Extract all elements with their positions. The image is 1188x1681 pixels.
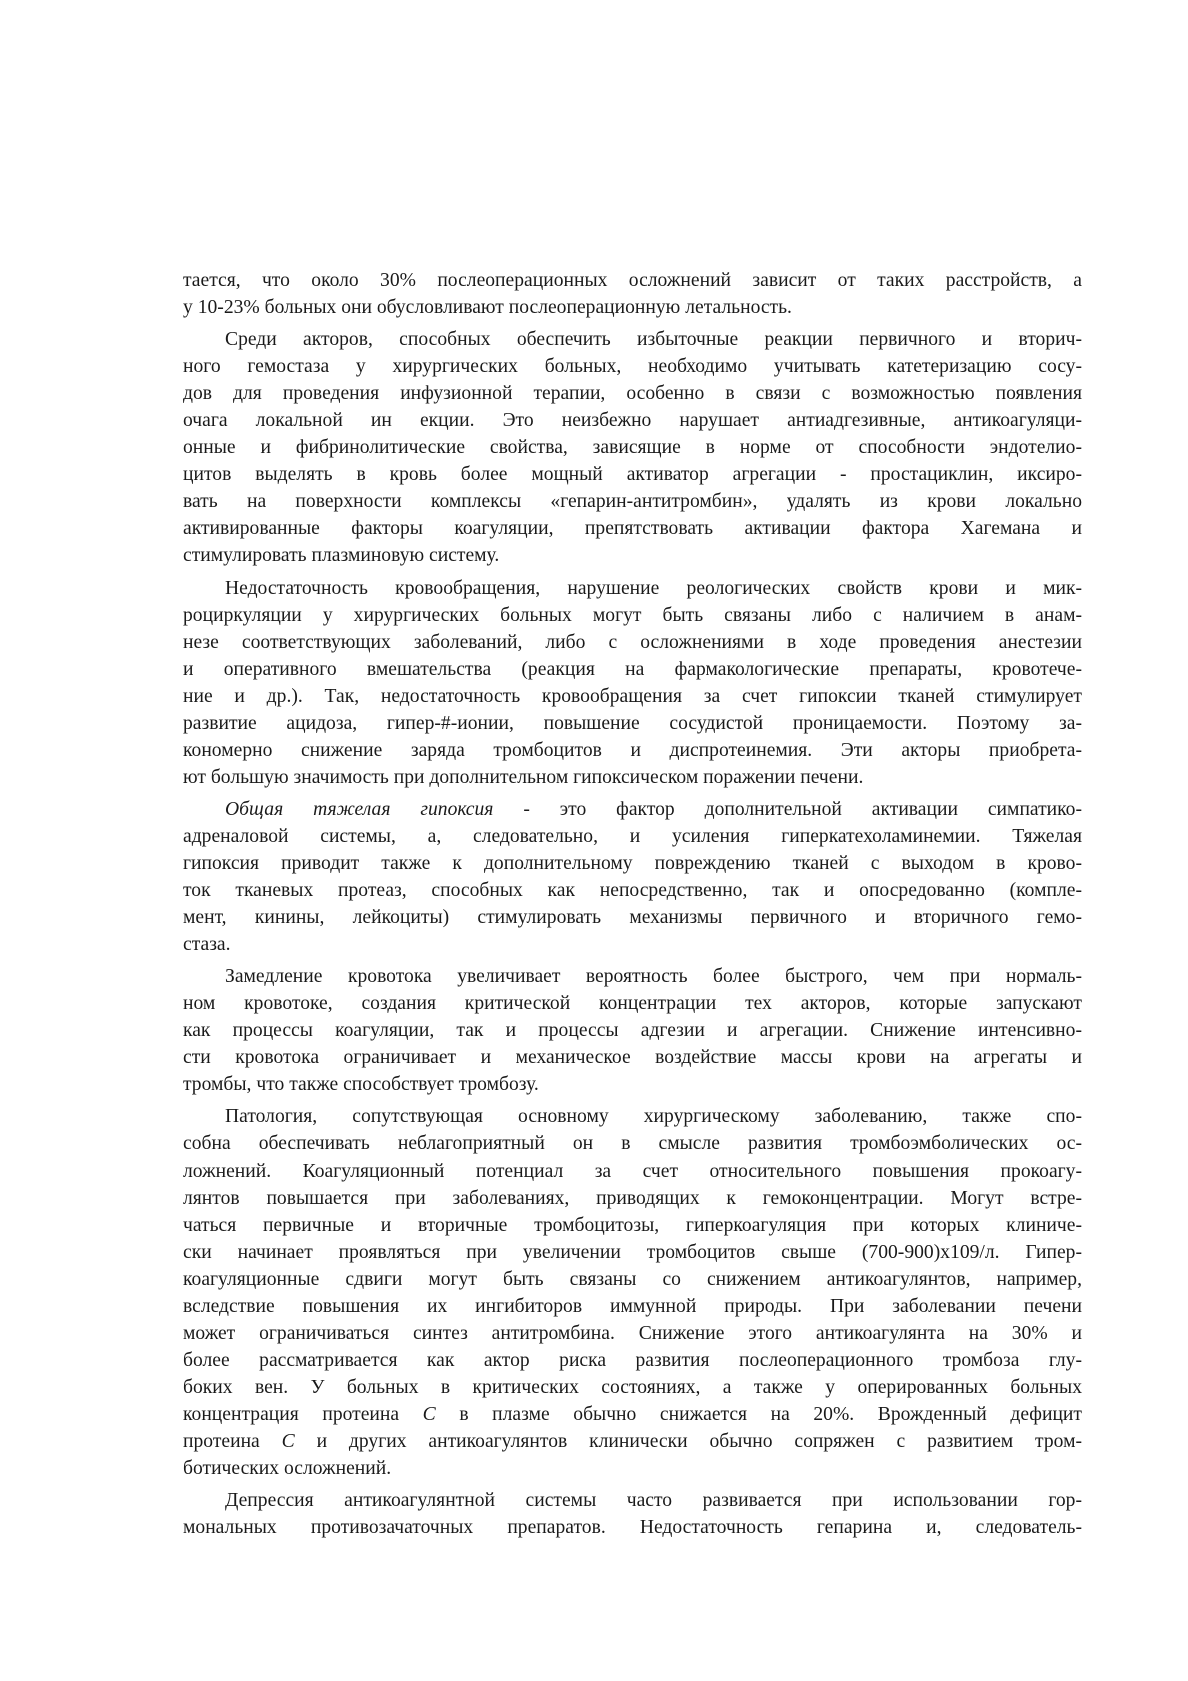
text-line (183, 1130, 1082, 1157)
paragraph (183, 575, 1082, 791)
page-body (183, 267, 1082, 1541)
text-run: Недостаточность кровообращения, нарушение реологических свойств крови и мик- (225, 577, 1082, 599)
text-run: дов для проведения инфузионной терапии, особенно в связи с возможностью появления (183, 383, 1082, 405)
text-line (183, 1374, 1082, 1401)
text-line (183, 629, 1082, 656)
text-line (183, 931, 1082, 958)
text-run: протеина (183, 1430, 282, 1452)
text-line (183, 461, 1082, 488)
italic-text: С (281, 1430, 295, 1452)
text-run: коагуляционные сдвиги могут быть связаны со снижением антикоагулянтов, например, (183, 1268, 1082, 1290)
text-run: ложнений. Коагуляционный потенциал за счет относительного повышения прокоагу- (183, 1160, 1082, 1182)
text-line (183, 434, 1082, 461)
text-run: мональных противозачаточных препаратов. Недостаточность гепарина и, следователь- (183, 1517, 1082, 1539)
text-run: роциркуляции у хирургических больных могут быть связаны либо с наличием в анам- (183, 604, 1082, 626)
text-line (183, 1401, 1082, 1428)
text-line (183, 602, 1082, 629)
text-line (183, 1347, 1082, 1374)
paragraph (183, 1103, 1082, 1482)
text-line (183, 326, 1082, 353)
text-line (183, 877, 1082, 904)
text-run: Депрессия антикоагулянтной системы часто развивается при использовании гор- (225, 1490, 1082, 1512)
text-run: ботических осложнений. (183, 1458, 392, 1480)
text-line (183, 1455, 1082, 1482)
paragraph (183, 796, 1082, 958)
text-line (183, 963, 1082, 990)
text-line (183, 353, 1082, 380)
text-run: ток тканевых протеаз, способных как непосредственно, так и опосредованно (компле- (183, 880, 1082, 902)
text-run: развитие ацидоза, гипер-#-ионии, повышение сосудистой проницаемости. Поэтому за- (183, 712, 1082, 734)
text-run: вследствие повышения их ингибиторов иммунной природы. При заболевании печени (183, 1295, 1082, 1317)
text-run: и других антикоагулянтов клинически обычно сопряжен с развитием тром- (294, 1430, 1082, 1452)
text-run: собна обеспечивать неблагоприятный он в смысле развития тромбоэмболических ос- (183, 1133, 1082, 1155)
text-line (183, 904, 1082, 931)
italic-text: С (422, 1403, 436, 1425)
paragraph (183, 963, 1082, 1098)
text-run: онные и фибринолитические свойства, зависящие в норме от способности эндотелио- (183, 437, 1082, 459)
text-run: может ограничиваться синтез антитромбина. Снижение этого антикоагулянта на 30% и (183, 1322, 1082, 1344)
text-run: стаза. (183, 934, 231, 956)
text-line (183, 1158, 1082, 1185)
text-line (183, 1185, 1082, 1212)
text-run: адреналовой системы, а, следовательно, и усиления гиперкатехоламинемии. Тяжелая (183, 825, 1082, 847)
text-line (183, 267, 1082, 294)
text-line (183, 1320, 1082, 1347)
text-line (183, 1071, 1082, 1098)
text-line (183, 990, 1082, 1017)
text-line (183, 737, 1082, 764)
text-run: в плазме обычно снижается на 20%. Врожденный дефицит (435, 1403, 1082, 1425)
text-line (183, 1266, 1082, 1293)
text-run: вать на поверхности комплексы «гепарин-антитромбин», удалять из крови локально (183, 491, 1082, 513)
text-line (183, 683, 1082, 710)
text-run: сти кровотока ограничивает и механическое воздействие массы крови на агрегаты и (183, 1047, 1082, 1069)
text-run: мент, кинины, лейкоциты) стимулировать механизмы первичного и вторичного гемо- (183, 907, 1082, 929)
text-line (183, 515, 1082, 542)
text-line (183, 1103, 1082, 1130)
text-line (183, 796, 1082, 823)
text-run: цитов выделять в кровь более мощный активатор агрегации - простациклин, иксиро- (183, 464, 1082, 486)
text-run: незе соответствующих заболеваний, либо с осложнениями в ходе проведения анестезии (183, 631, 1082, 653)
text-run: Замедление кровотока увеличивает вероятность более быстрого, чем при нормаль- (225, 966, 1082, 988)
text-run: у 10-23% больных они обусловливают послеоперационную летальность. (183, 297, 792, 319)
paragraph (183, 326, 1082, 569)
text-run: и оперативного вмешательства (реакция на фармакологические препараты, кровотече- (183, 658, 1082, 680)
text-line (183, 542, 1082, 569)
text-line (183, 294, 1082, 321)
text-run: лянтов повышается при заболеваниях, приводящих к гемоконцентрации. Могут встре- (183, 1187, 1082, 1209)
text-run: очага локальной ин екции. Это неизбежно нарушает антиадгезивные, антикоагуляци- (183, 410, 1082, 432)
text-line (183, 575, 1082, 602)
text-run: ски начинает проявляться при увеличении тромбоцитов свыше (700-900)х109/л. Гипер- (183, 1241, 1082, 1263)
text-line (183, 764, 1082, 791)
text-line (183, 1212, 1082, 1239)
text-line (183, 380, 1082, 407)
text-line (183, 1239, 1082, 1266)
text-line (183, 823, 1082, 850)
text-run: как процессы коагуляции, так и процессы адгезии и агрегации. Снижение интенсивно- (183, 1020, 1082, 1042)
text-run: ном кровотоке, создания критической концентрации тех акторов, которые запускают (183, 993, 1082, 1015)
text-run: ют большую значимость при дополнительном гипоксическом поражении печени. (183, 766, 864, 788)
text-line (183, 1428, 1082, 1455)
text-line (183, 656, 1082, 683)
text-line (183, 1044, 1082, 1071)
text-line (183, 1487, 1082, 1514)
paragraph (183, 267, 1082, 321)
text-line (183, 1017, 1082, 1044)
text-run: тается, что около 30% послеоперационных осложнений зависит от таких расстройств, а (183, 270, 1082, 291)
text-line (183, 488, 1082, 515)
paragraph (183, 1487, 1082, 1541)
text-run: боких вен. У больных в критических состояниях, а также у оперированных больных (183, 1376, 1082, 1398)
text-run: кономерно снижение заряда тромбоцитов и диспротеинемия. Эти акторы приобрета- (183, 739, 1082, 761)
italic-text: Общая тяжелая гипоксия (225, 798, 494, 820)
text-run: ного гемостаза у хирургических больных, необходимо учитывать катетеризацию сосу- (183, 356, 1082, 378)
text-run: концентрация протеина (183, 1403, 423, 1425)
text-line (183, 1293, 1082, 1320)
text-run: активированные факторы коагуляции, препятствовать активации фактора Хагемана и (183, 518, 1082, 540)
text-run: стимулировать плазминовую систему. (183, 545, 500, 567)
text-run: более рассматривается как актор риска развития послеоперационного тромбоза глу- (183, 1349, 1082, 1371)
text-run: тромбы, что также способствует тромбозу. (183, 1074, 539, 1096)
text-line (183, 407, 1082, 434)
text-run: чаться первичные и вторичные тромбоцитозы, гиперкоагуляция при которых клиниче- (183, 1214, 1082, 1236)
text-line (183, 1514, 1082, 1541)
text-run: - это фактор дополнительной активации симпатико- (493, 798, 1083, 820)
text-line (183, 710, 1082, 737)
text-run: гипоксия приводит также к дополнительному повреждению тканей с выходом в крово- (183, 852, 1082, 874)
text-run: Патология, сопутствующая основному хирургическому заболеванию, также спо- (225, 1106, 1082, 1128)
text-run: ние и др.). Так, недостаточность кровообращения за счет гипоксии тканей стимулирует (183, 685, 1082, 707)
text-run: Среди акторов, способных обеспечить избыточные реакции первичного и вторич- (225, 329, 1082, 351)
text-line (183, 850, 1082, 877)
